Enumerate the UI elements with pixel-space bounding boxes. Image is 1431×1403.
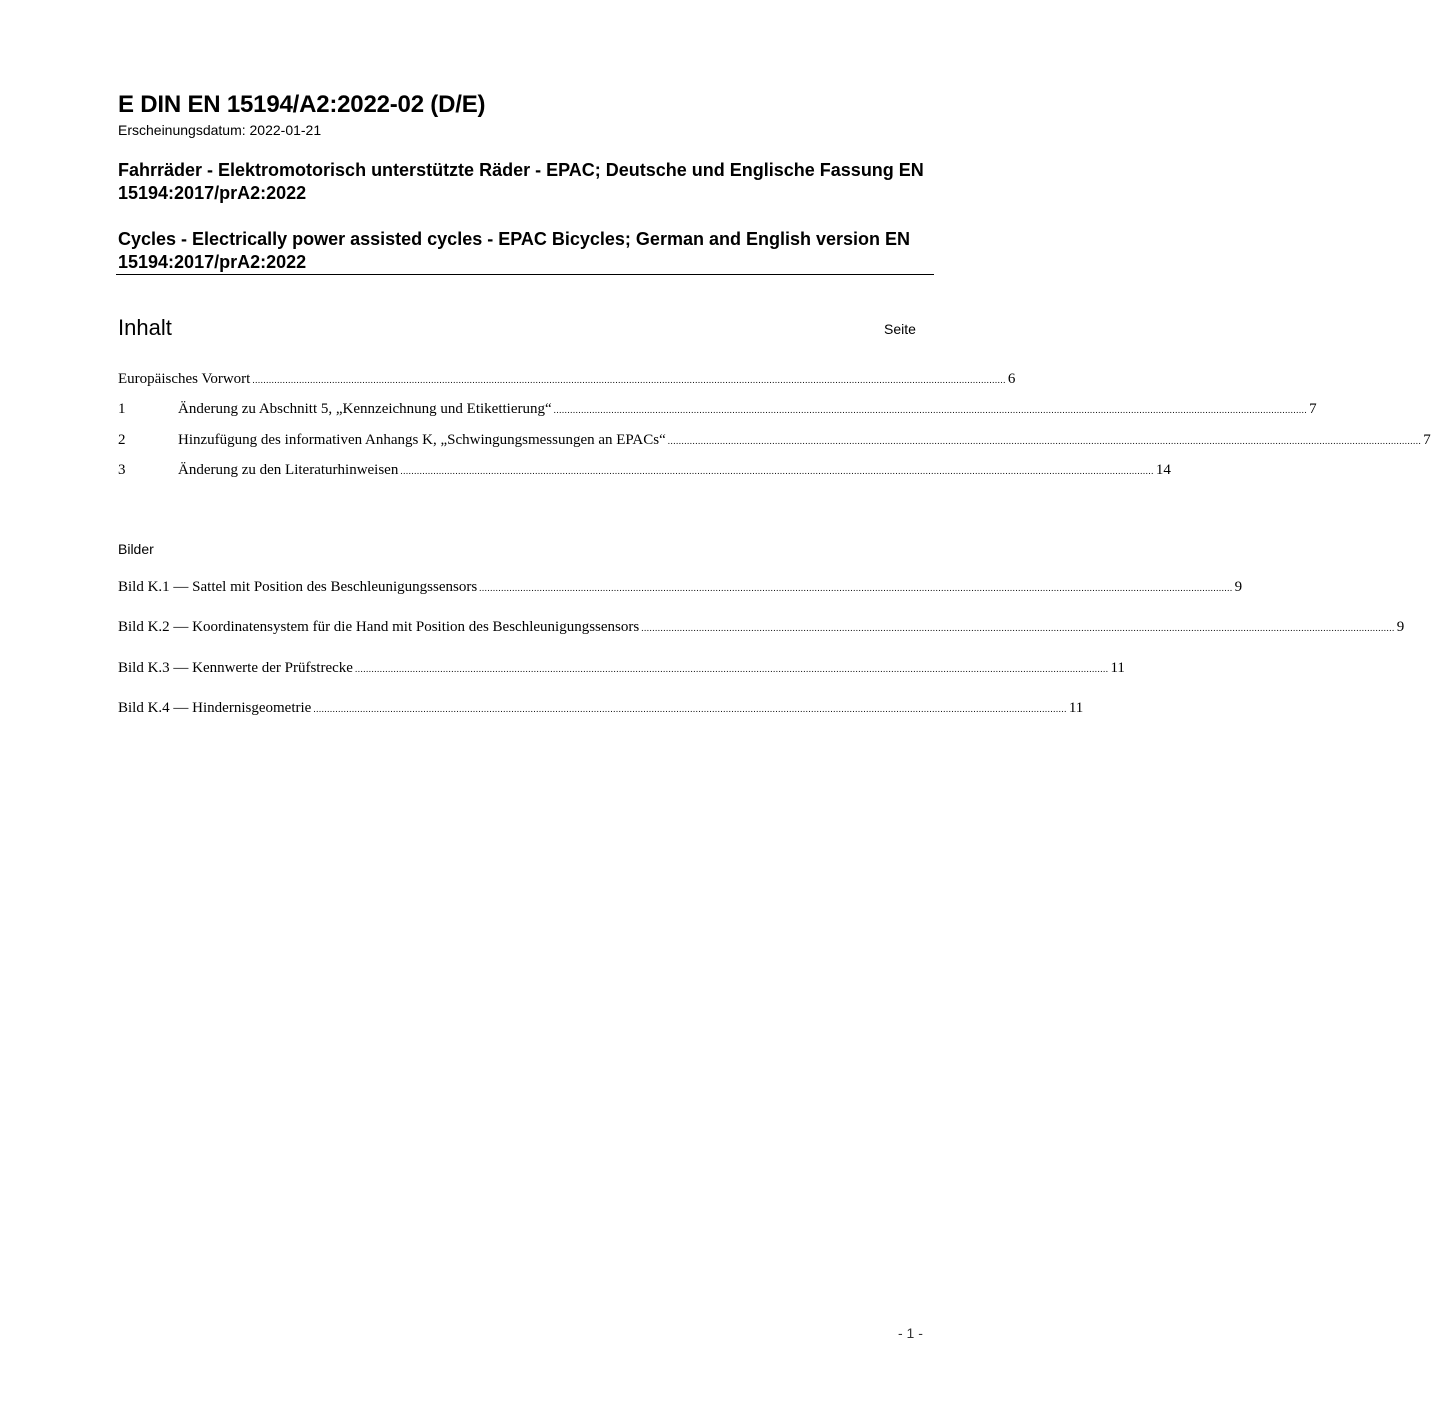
figure-entry-title: Bild K.3 — Kennwerte der Prüfstrecke: [118, 660, 353, 676]
title-english: Cycles - Electrically power assisted cycles - EPAC Bicycles; German and English version EN 15194:2017/prA2:2022: [118, 229, 910, 272]
toc-leader: ..................................................................................................................................................................................................................................................................................: [641, 623, 1395, 633]
figure-entry-page: 11: [1068, 700, 1084, 716]
toc-entry-page: 14: [1155, 462, 1171, 478]
toc-leader: ..................................................................................................................................................................................................................................................................................: [313, 704, 1067, 714]
toc-entry-page: 7: [1309, 401, 1317, 417]
toc-leader: ..................................................................................................................................................................................................................................................................................: [400, 466, 1154, 476]
figure-entry[interactable]: [118, 660, 1125, 680]
toc-entry-page: 7: [1423, 432, 1431, 448]
toc-entry-title: Europäisches Vorwort: [118, 371, 251, 387]
toc-leader: ..................................................................................................................................................................................................................................................................................: [479, 583, 1233, 593]
toc-entry-title: Änderung zu Abschnitt 5, „Kennzeichnung und Etikettierung“: [178, 401, 552, 417]
toc-entry-number: 3: [118, 462, 126, 478]
toc-leader: ..................................................................................................................................................................................................................................................................................: [553, 405, 1308, 415]
figure-entry-page: 9: [1234, 579, 1243, 595]
figures-heading: Bilder: [118, 541, 154, 557]
document-id: E DIN EN 15194/A2:2022-02 (D/E): [118, 91, 486, 118]
figure-entry-page: 11: [1110, 660, 1125, 676]
title-german: Fahrräder - Elektromotorisch unterstützte Räder - EPAC; Deutsche und Englische Fassung EN 15194:2017/prA2:2022: [118, 160, 924, 203]
figure-entry-title: Bild K.1 — Sattel mit Position des Beschleunigungssensors: [118, 579, 478, 595]
toc-entry[interactable]: [118, 371, 1016, 391]
toc-entry[interactable]: [118, 462, 1171, 482]
toc-entry-number: 1: [118, 401, 126, 417]
toc-entry-number: 2: [118, 432, 126, 448]
toc-entry-title: Änderung zu den Literaturhinweisen: [178, 462, 399, 478]
header-divider: [116, 274, 934, 275]
figure-entry-page: 9: [1396, 619, 1405, 635]
figure-entry[interactable]: [118, 579, 1243, 599]
toc-entry[interactable]: [118, 432, 1431, 452]
toc-leader: ..................................................................................................................................................................................................................................................................................: [252, 375, 1006, 385]
page-column-label: Seite: [884, 321, 916, 337]
page-number: - 1 -: [898, 1325, 923, 1341]
figure-entry-title: Bild K.4 — Hindernisgeometrie: [118, 700, 312, 716]
figure-entry[interactable]: [118, 619, 1405, 639]
contents-heading: Inhalt: [118, 315, 172, 340]
figure-entry-title: Bild K.2 — Koordinatensystem für die Hand mit Position des Beschleunigungssensors: [118, 619, 640, 635]
toc-leader: ..................................................................................................................................................................................................................................................................................: [667, 436, 1422, 446]
toc-entry-page: 6: [1007, 371, 1016, 387]
toc-entry[interactable]: [118, 401, 1317, 421]
toc-leader: ..................................................................................................................................................................................................................................................................................: [354, 664, 1109, 674]
figure-entry[interactable]: [118, 700, 1084, 720]
toc-entry-title: Hinzufügung des informativen Anhangs K, „Schwingungsmessungen an EPACs“: [178, 432, 666, 448]
publication-date: Erscheinungsdatum: 2022-01-21: [118, 122, 322, 138]
